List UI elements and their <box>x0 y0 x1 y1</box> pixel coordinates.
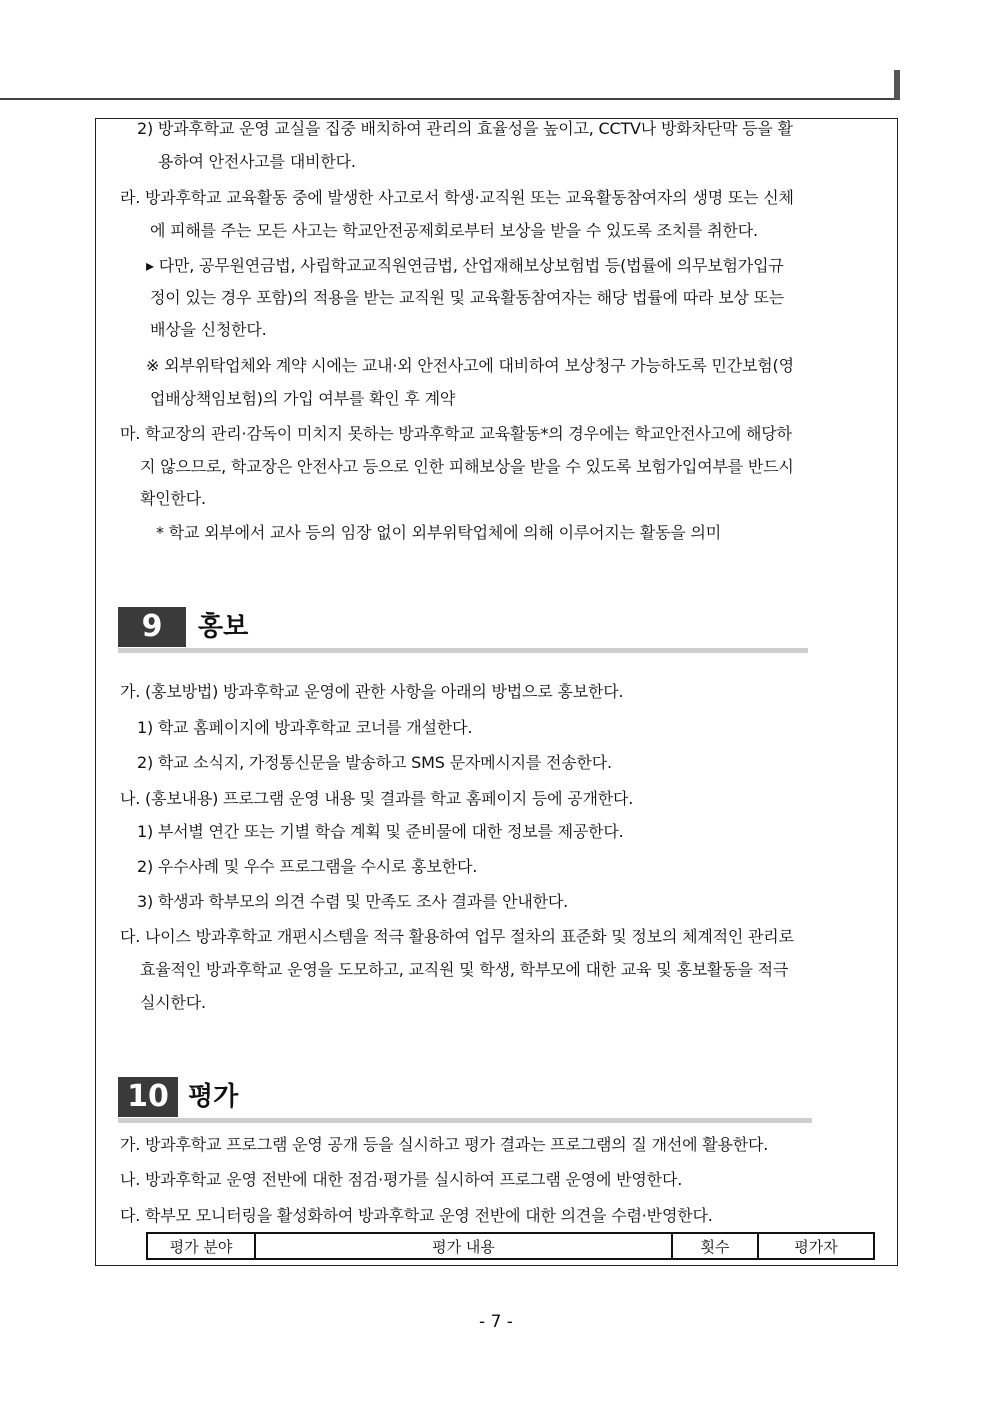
section-9-rule <box>118 648 808 653</box>
section-9-number: 9 <box>118 607 186 647</box>
table-header-cell: 횟수 <box>672 1233 758 1259</box>
s10-da: 다. 학부모 모니터링을 활성화하여 방과후학교 운영 전반에 대한 의견을 수렴·반영한다. <box>120 1206 713 1225</box>
section-10-number: 10 <box>118 1077 178 1117</box>
table-header-row <box>147 1233 874 1259</box>
header-rule <box>0 98 900 100</box>
page-number: - 7 - <box>479 1312 513 1332</box>
bullet-line3: 배상을 신청한다. <box>150 320 267 339</box>
footnote: * 학교 외부에서 교사 등의 임장 없이 외부위탁업체에 의해 이루어지는 활동을 의미 <box>156 523 721 542</box>
ra-line2: 에 피해를 주는 모든 사고는 학교안전공제회로부터 보상을 받을 수 있도록 조치를 취한다. <box>150 221 758 240</box>
s9-da-line2: 효율적인 방과후학교 운영을 도모하고, 교직원 및 학생, 학부모에 대한 교육 및 홍보활동을 적극 <box>140 960 789 979</box>
s9-na-3: 3) 학생과 학부모의 의견 수렴 및 만족도 조사 결과를 안내한다. <box>137 892 569 911</box>
section-9-header <box>118 607 808 651</box>
section-10-rule <box>118 1118 812 1123</box>
s9-na-2: 2) 우수사례 및 우수 프로그램을 수시로 홍보한다. <box>137 857 478 876</box>
s9-da-line1: 다. 나이스 방과후학교 개편시스템을 적극 활용하여 업무 절차의 표준화 및 정보의 체계적인 관리로 <box>120 927 794 946</box>
table-header-cell: 평가자 <box>758 1233 874 1259</box>
header-accent-bar <box>894 70 900 100</box>
table-header-cell: 평가 내용 <box>255 1233 672 1259</box>
ma-line2: 지 않으므로, 학교장은 안전사고 등으로 인한 피해보상을 받을 수 있도록 보험가입여부를 반드시 <box>140 457 794 476</box>
s10-na: 나. 방과후학교 운영 전반에 대한 점검·평가를 실시하여 프로그램 운영에 반영한다. <box>120 1170 683 1189</box>
s9-na: 나. (홍보내용) 프로그램 운영 내용 및 결과를 학교 홈페이지 등에 공개한다. <box>120 789 634 808</box>
ma-line1: 마. 학교장의 관리·감독이 미치지 못하는 방과후학교 교육활동*의 경우에는 학교안전사고에 해당하 <box>120 424 792 443</box>
note-line2: 업배상책임보험)의 가입 여부를 확인 후 계약 <box>150 389 456 408</box>
ra-line1: 라. 방과후학교 교육활동 중에 발생한 사고로서 학생·교직원 또는 교육활동참여자의 생명 또는 신체 <box>120 188 794 207</box>
note-line1: ※ 외부위탁업체와 계약 시에는 교내·외 안전사고에 대비하여 보상청구 가능하도록 민간보험(영 <box>146 356 794 375</box>
item-2-line2: 용하여 안전사고를 대비한다. <box>158 152 356 171</box>
section-10-title: 평가 <box>188 1082 239 1112</box>
s9-ga-2: 2) 학교 소식지, 가정통신문을 발송하고 SMS 문자메시지를 전송한다. <box>137 753 612 772</box>
bullet-line1: ▸ 다만, 공무원연금법, 사립학교교직원연금법, 산업재해보상보험법 등(법률에 의무보험가입규 <box>146 256 784 275</box>
s10-ga: 가. 방과후학교 프로그램 운영 공개 등을 실시하고 평가 결과는 프로그램의 질 개선에 활용한다. <box>120 1135 769 1154</box>
evaluation-table <box>146 1232 875 1260</box>
section-10-header <box>118 1077 812 1121</box>
bullet-line2: 정이 있는 경우 포함)의 적용을 받는 교직원 및 교육활동참여자는 해당 법률에 따라 보상 또는 <box>150 288 785 307</box>
item-2-line1: 2) 방과후학교 운영 교실을 집중 배치하여 관리의 효율성을 높이고, CCTV나 방화차단막 등을 활 <box>137 119 793 138</box>
s9-ga-1: 1) 학교 홈페이지에 방과후학교 코너를 개설한다. <box>137 718 473 737</box>
s9-da-line3: 실시한다. <box>140 993 206 1012</box>
s9-na-1: 1) 부서별 연간 또는 기별 학습 계획 및 준비물에 대한 정보를 제공한다. <box>137 822 624 841</box>
ma-line3: 확인한다. <box>140 489 206 508</box>
s9-ga: 가. (홍보방법) 방과후학교 운영에 관한 사항을 아래의 방법으로 홍보한다. <box>120 682 624 701</box>
table-header-cell: 평가 분야 <box>147 1233 255 1259</box>
section-9-title: 홍보 <box>198 612 249 642</box>
